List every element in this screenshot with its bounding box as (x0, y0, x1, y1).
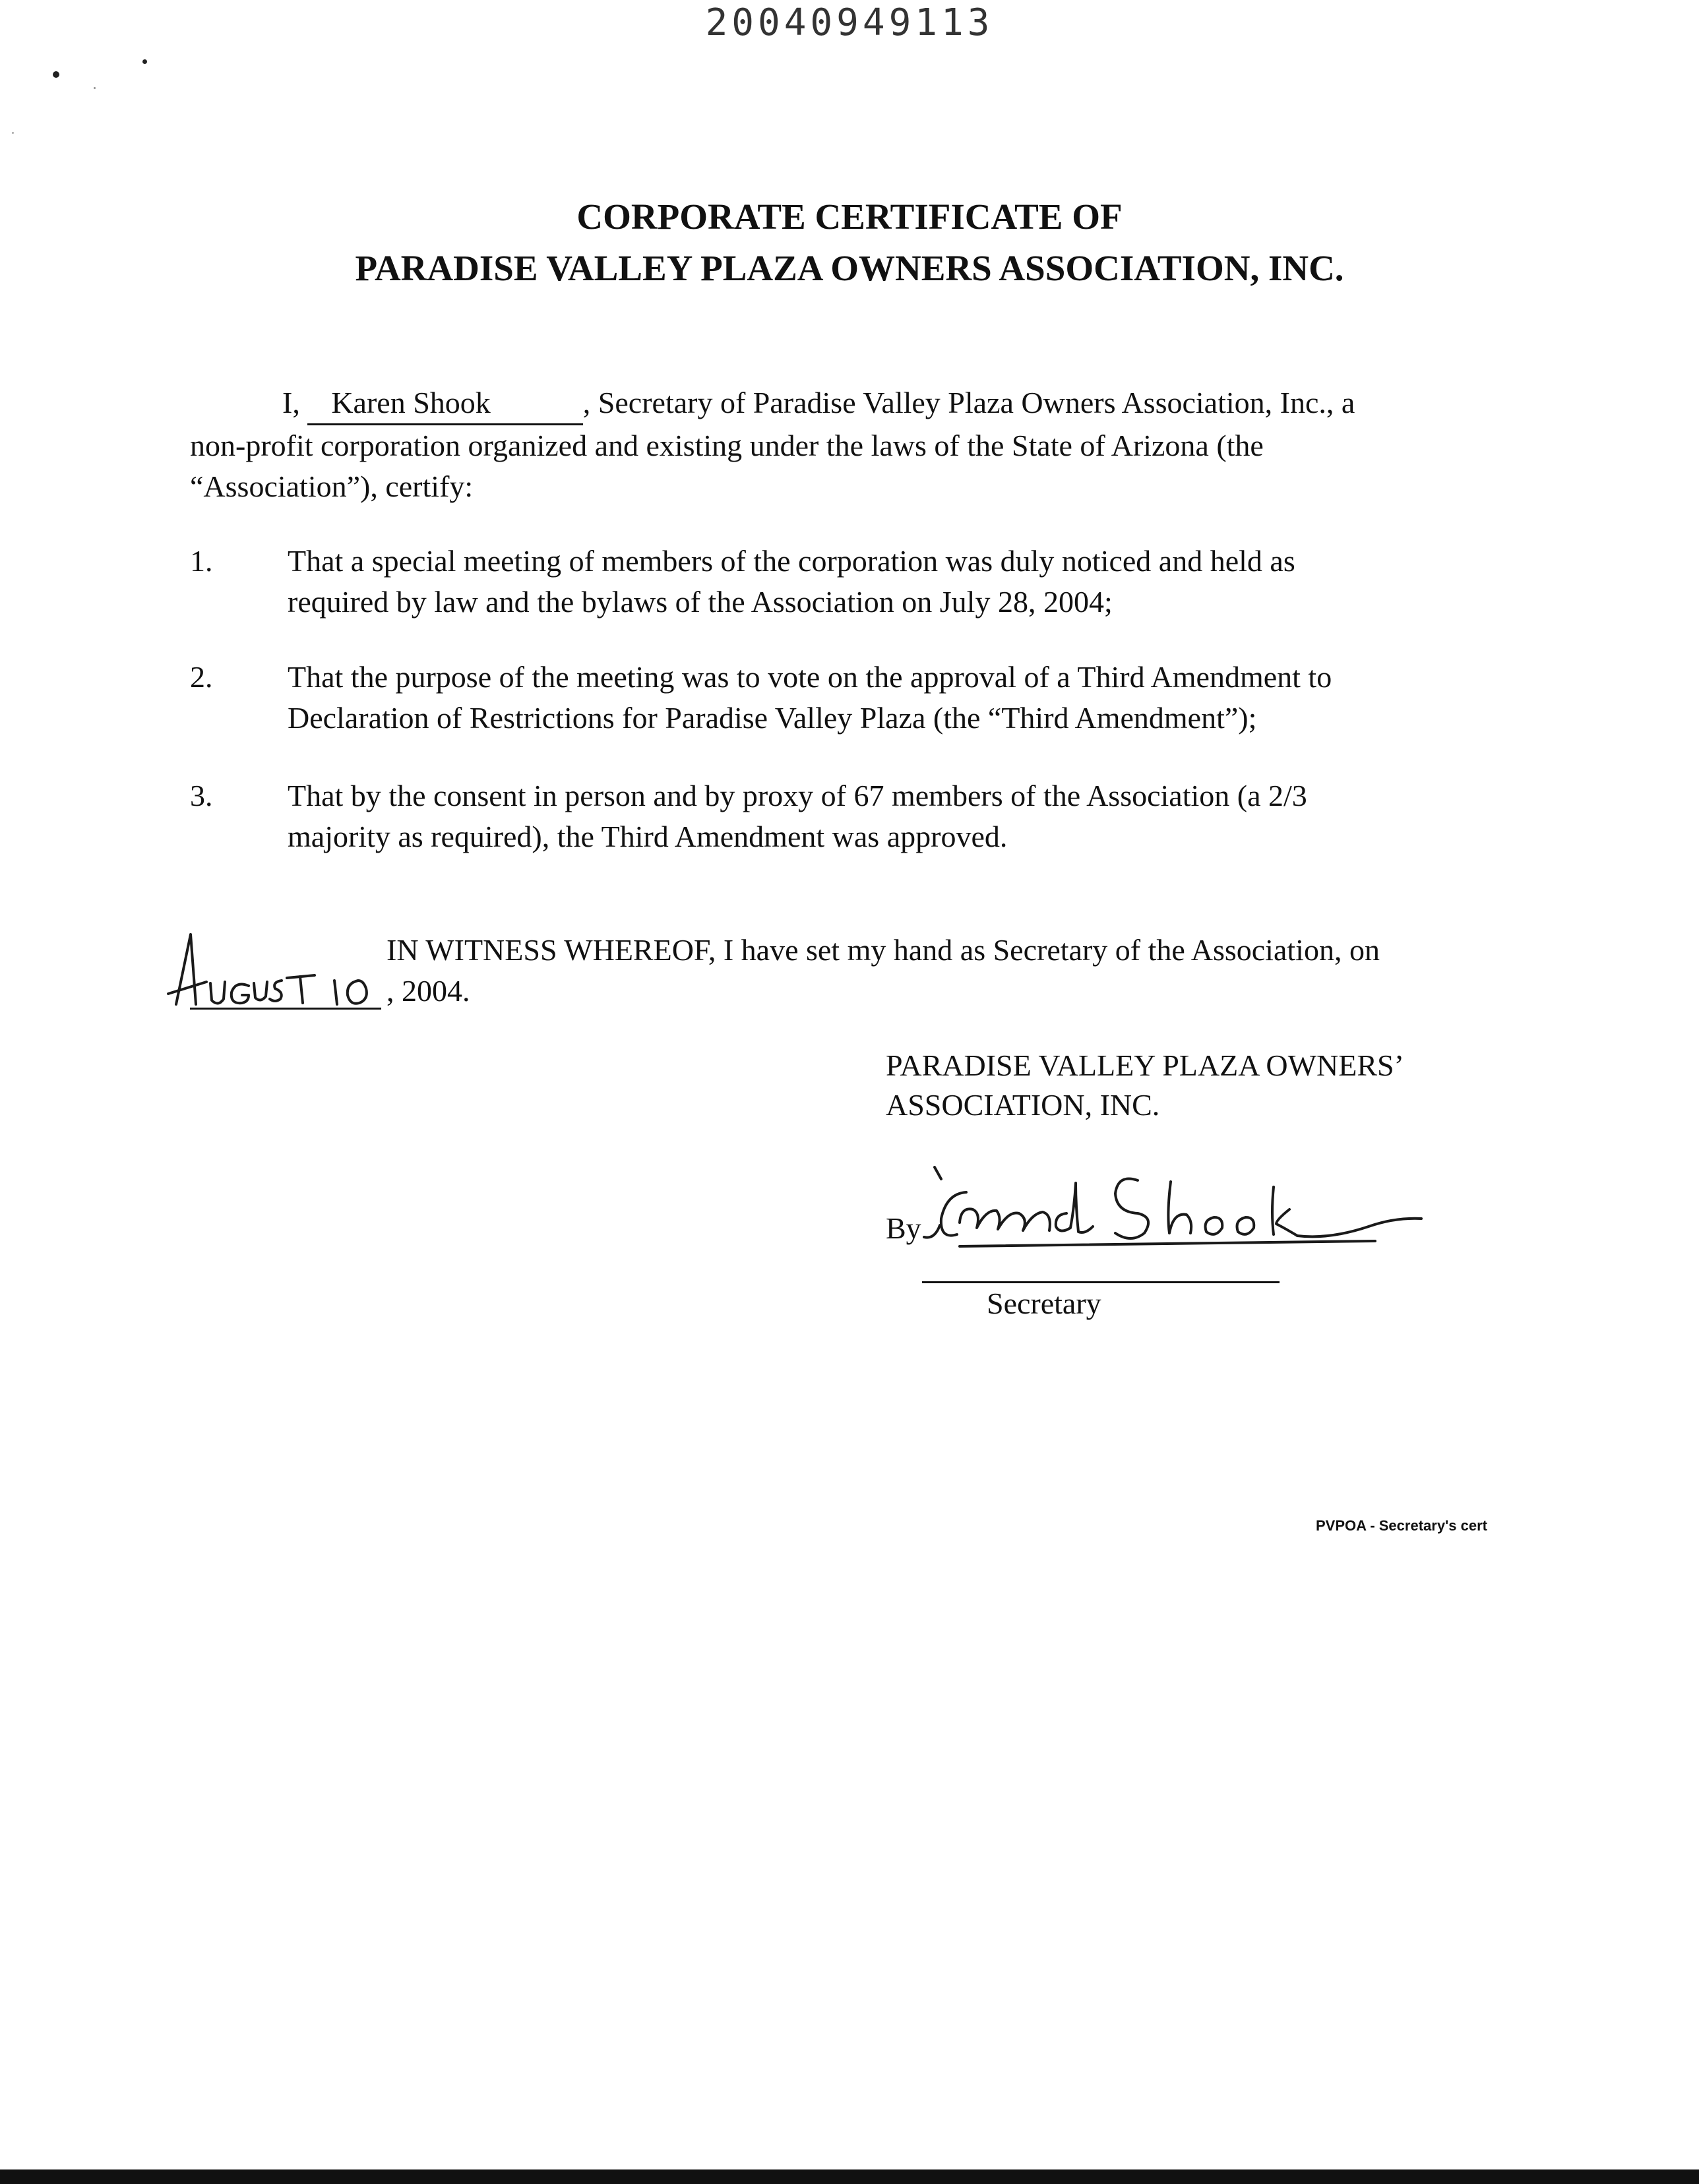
item-text-line: required by law and the bylaws of the Association on July 28, 2004; (288, 585, 1113, 619)
item-text-line: That a special meeting of members of the corporation was duly noticed and held as (288, 544, 1295, 578)
scan-speck (94, 87, 96, 89)
scan-bottom-edge (0, 2169, 1699, 2184)
item-text-line: That by the consent in person and by proxy of 67 members of the Association (a 2/3 (288, 779, 1307, 812)
intro-paragraph (190, 382, 1509, 507)
secretary-name: Karen Shook (331, 386, 491, 419)
scan-speck (12, 132, 14, 134)
item-number: 3. (190, 779, 213, 812)
item-number: 1. (190, 544, 213, 578)
signature-title: Secretary (987, 1287, 1101, 1320)
scan-speck (142, 59, 147, 64)
item-text-line: That the purpose of the meeting was to vote on the approval of a Third Amendment to (288, 660, 1332, 694)
item-number: 2. (190, 660, 213, 694)
signature-line (922, 1281, 1280, 1283)
organization-line-1: PARADISE VALLEY PLAZA OWNERS’ (886, 1048, 1404, 1082)
item-text-line: Declaration of Restrictions for Paradise Valley Plaza (the “Third Amendment”); (288, 701, 1257, 735)
intro-line-2: non-profit corporation organized and existing under the laws of the State of Arizona (the (190, 429, 1264, 462)
by-label: By (886, 1211, 921, 1245)
intro-prefix: I, (282, 386, 308, 419)
handwritten-date (162, 920, 379, 1019)
title-line-1: CORPORATE CERTIFICATE OF (576, 197, 1123, 237)
item-text-line: majority as required), the Third Amendment was approved. (288, 820, 1008, 853)
intro-line-3: “Association”), certify: (190, 470, 474, 503)
secretary-name-field (307, 382, 582, 425)
organization-block (886, 1046, 1611, 1125)
organization-line-2: ASSOCIATION, INC. (886, 1088, 1160, 1122)
intro-line-1 (190, 382, 1509, 425)
document-title (0, 191, 1699, 294)
footer-reference: PVPOA - Secretary's cert (1316, 1517, 1487, 1534)
handwritten-signature (920, 1141, 1461, 1273)
scan-speck (53, 71, 59, 78)
title-line-2: PARADISE VALLEY PLAZA OWNERS ASSOCIATION, INC. (355, 248, 1344, 288)
intro-rest: , Secretary of Paradise Valley Plaza Owners Association, Inc., a (582, 386, 1355, 419)
document-number: 20040949113 (705, 1, 994, 44)
item-text (288, 657, 1514, 739)
witness-line-1: IN WITNESS WHEREOF, I have set my hand as Secretary of the Association, on (386, 933, 1380, 967)
item-text (288, 775, 1514, 857)
witness-line-2: , 2004. (386, 974, 470, 1008)
item-text (288, 541, 1514, 622)
